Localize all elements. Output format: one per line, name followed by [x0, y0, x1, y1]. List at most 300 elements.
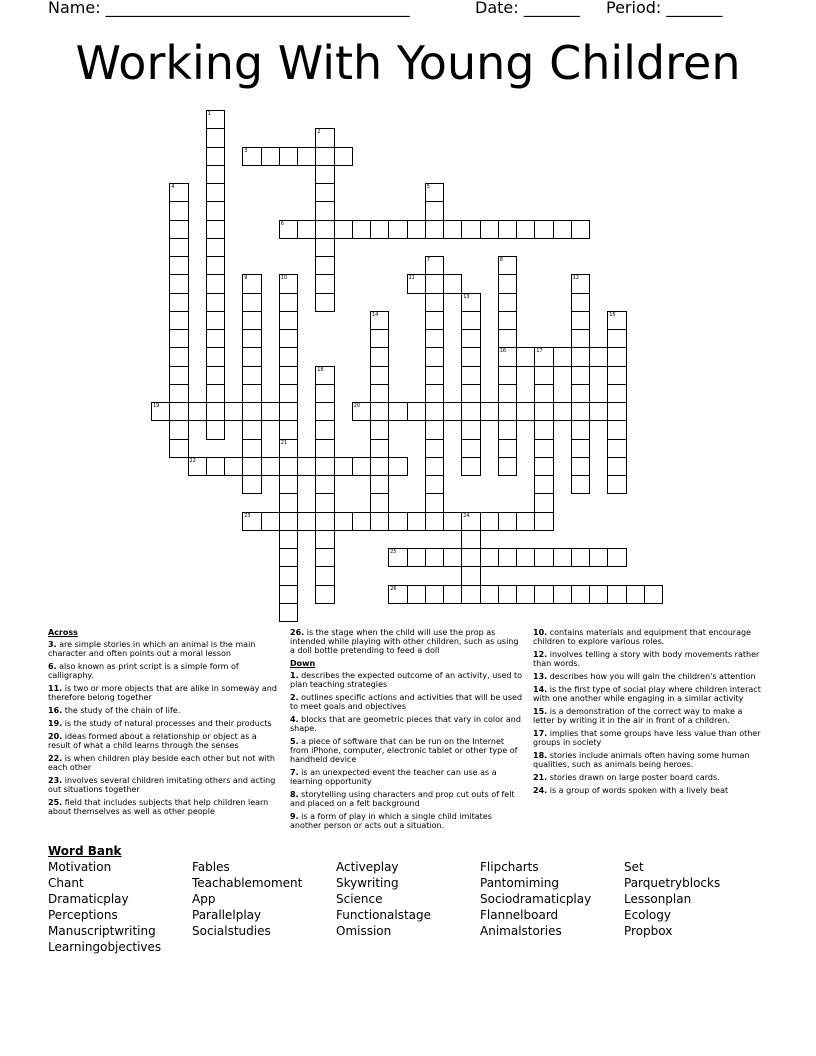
grid-cell[interactable] — [315, 256, 334, 275]
grid-cell[interactable] — [169, 311, 188, 330]
grid-cell[interactable] — [242, 147, 261, 166]
grid-cell[interactable] — [169, 402, 188, 421]
grid-cell[interactable] — [498, 347, 517, 366]
grid-cell[interactable] — [242, 402, 261, 421]
grid-cell[interactable] — [425, 585, 444, 604]
grid-cell[interactable] — [169, 384, 188, 403]
grid-cell[interactable] — [498, 585, 517, 604]
grid-cell[interactable] — [571, 220, 590, 239]
grid-cell[interactable] — [388, 548, 407, 567]
down-clue — [533, 729, 763, 747]
grid-cell[interactable] — [443, 548, 462, 567]
grid-cell[interactable] — [315, 220, 334, 239]
clue-number: 1 — [207, 111, 211, 117]
grid-cell[interactable] — [571, 293, 590, 312]
grid-cell[interactable] — [461, 402, 480, 421]
grid-cell[interactable] — [279, 311, 298, 330]
grid-cell[interactable] — [407, 402, 426, 421]
grid-cell[interactable] — [315, 493, 334, 512]
clue-label: 9. — [290, 812, 299, 821]
grid-cell[interactable] — [279, 347, 298, 366]
grid-cell[interactable] — [370, 475, 389, 494]
clue-label: 23. — [48, 776, 63, 785]
grid-cell[interactable] — [315, 512, 334, 531]
grid-cell[interactable] — [188, 402, 207, 421]
grid-cell[interactable] — [480, 548, 499, 567]
clue-text: involves telling a story with body movements rather than words. — [533, 650, 760, 668]
grid-cell[interactable] — [315, 548, 334, 567]
grid-cell[interactable] — [169, 183, 188, 202]
grid-cell[interactable] — [571, 311, 590, 330]
grid-cell[interactable] — [425, 493, 444, 512]
grid-cell[interactable] — [425, 183, 444, 202]
grid-cell[interactable] — [461, 311, 480, 330]
grid-cell[interactable] — [242, 384, 261, 403]
grid-cell[interactable] — [498, 293, 517, 312]
grid-cell[interactable] — [425, 475, 444, 494]
grid-cell[interactable] — [279, 147, 298, 166]
grid-cell[interactable] — [370, 366, 389, 385]
grid-cell[interactable] — [279, 566, 298, 585]
grid-cell[interactable] — [206, 183, 225, 202]
grid-cell[interactable] — [534, 512, 553, 531]
grid-cell[interactable] — [534, 585, 553, 604]
grid-cell[interactable] — [443, 585, 462, 604]
clue-text: is a group of words spoken with a lively beat — [547, 786, 729, 795]
grid-cell[interactable] — [242, 293, 261, 312]
grid-cell[interactable] — [279, 585, 298, 604]
grid-cell[interactable] — [279, 420, 298, 439]
grid-cell[interactable] — [425, 256, 444, 275]
grid-cell[interactable] — [334, 457, 353, 476]
grid-cell[interactable] — [352, 402, 371, 421]
grid-cell[interactable] — [279, 329, 298, 348]
grid-cell[interactable] — [571, 329, 590, 348]
grid-cell[interactable] — [571, 585, 590, 604]
grid-cell[interactable] — [480, 402, 499, 421]
grid-cell[interactable] — [607, 329, 626, 348]
grid-cell[interactable] — [425, 274, 444, 293]
grid-cell[interactable] — [553, 220, 572, 239]
grid-cell[interactable] — [534, 475, 553, 494]
grid-cell[interactable] — [498, 220, 517, 239]
grid-cell[interactable] — [534, 366, 553, 385]
grid-cell[interactable] — [242, 512, 261, 531]
grid-cell[interactable] — [425, 311, 444, 330]
grid-cell[interactable] — [261, 147, 280, 166]
grid-cell[interactable] — [534, 384, 553, 403]
word-bank-entry: Skywriting — [336, 876, 399, 890]
date-field-label[interactable]: Date: _______ — [475, 0, 580, 17]
grid-cell[interactable] — [443, 220, 462, 239]
grid-cell[interactable] — [242, 475, 261, 494]
grid-cell[interactable] — [461, 420, 480, 439]
grid-cell[interactable] — [206, 347, 225, 366]
grid-cell[interactable] — [315, 201, 334, 220]
grid-cell[interactable] — [334, 220, 353, 239]
grid-cell[interactable] — [206, 220, 225, 239]
grid-cell[interactable] — [607, 475, 626, 494]
grid-cell[interactable] — [370, 402, 389, 421]
grid-cell[interactable] — [534, 347, 553, 366]
grid-cell[interactable] — [425, 293, 444, 312]
grid-cell[interactable] — [516, 220, 535, 239]
grid-cell[interactable] — [315, 165, 334, 184]
clue-label: 13. — [533, 672, 548, 681]
grid-cell[interactable] — [461, 220, 480, 239]
grid-cell[interactable] — [607, 347, 626, 366]
grid-cell[interactable] — [589, 402, 608, 421]
grid-cell[interactable] — [534, 493, 553, 512]
grid-cell[interactable] — [480, 512, 499, 531]
word-bank-entry: Activeplay — [336, 860, 399, 874]
grid-cell[interactable] — [279, 493, 298, 512]
grid-cell[interactable] — [571, 384, 590, 403]
grid-cell[interactable] — [553, 548, 572, 567]
grid-cell[interactable] — [169, 439, 188, 458]
grid-cell[interactable] — [461, 293, 480, 312]
grid-cell[interactable] — [607, 439, 626, 458]
grid-cell[interactable] — [242, 439, 261, 458]
grid-cell[interactable] — [607, 420, 626, 439]
grid-cell[interactable] — [498, 402, 517, 421]
grid-cell[interactable] — [407, 585, 426, 604]
grid-cell[interactable] — [571, 548, 590, 567]
grid-cell[interactable] — [370, 512, 389, 531]
grid-cell[interactable] — [315, 420, 334, 439]
grid-cell[interactable] — [370, 329, 389, 348]
grid-cell[interactable] — [534, 548, 553, 567]
grid-cell[interactable] — [498, 457, 517, 476]
grid-cell[interactable] — [461, 457, 480, 476]
clue-text: implies that some groups have less value than other groups in society — [533, 729, 761, 747]
grid-cell[interactable] — [315, 566, 334, 585]
grid-cell[interactable] — [206, 201, 225, 220]
clue-label: 11. — [48, 684, 63, 693]
grid-cell[interactable] — [388, 512, 407, 531]
grid-cell[interactable] — [571, 420, 590, 439]
grid-cell[interactable] — [480, 220, 499, 239]
clue-text: describes how you will gain the children's attention — [547, 672, 756, 681]
name-field-label[interactable]: Name: ______________________________________ — [48, 0, 410, 17]
grid-cell[interactable] — [315, 128, 334, 147]
grid-cell[interactable] — [169, 293, 188, 312]
grid-cell[interactable] — [589, 347, 608, 366]
grid-cell[interactable] — [315, 439, 334, 458]
grid-cell[interactable] — [261, 402, 280, 421]
clue-text: is when children play beside each other but not with each other — [48, 754, 275, 772]
grid-cell[interactable] — [407, 512, 426, 531]
grid-cell[interactable] — [279, 439, 298, 458]
grid-cell[interactable] — [315, 238, 334, 257]
grid-cell[interactable] — [461, 384, 480, 403]
grid-cell[interactable] — [315, 274, 334, 293]
grid-cell[interactable] — [534, 439, 553, 458]
down-clue — [533, 685, 763, 703]
grid-cell[interactable] — [224, 402, 243, 421]
clue-text: is the study of natural processes and their products — [62, 719, 272, 728]
grid-cell[interactable] — [206, 329, 225, 348]
grid-cell[interactable] — [370, 457, 389, 476]
grid-cell[interactable] — [498, 366, 517, 385]
grid-cell[interactable] — [279, 293, 298, 312]
word-bank-list — [48, 859, 768, 969]
grid-cell[interactable] — [498, 329, 517, 348]
grid-cell[interactable] — [516, 548, 535, 567]
grid-cell[interactable] — [370, 347, 389, 366]
grid-cell[interactable] — [607, 457, 626, 476]
grid-cell[interactable] — [388, 585, 407, 604]
grid-cell[interactable] — [607, 402, 626, 421]
grid-cell[interactable] — [388, 220, 407, 239]
grid-cell[interactable] — [498, 512, 517, 531]
grid-cell[interactable] — [571, 475, 590, 494]
grid-cell[interactable] — [425, 512, 444, 531]
grid-cell[interactable] — [425, 201, 444, 220]
grid-cell[interactable] — [407, 548, 426, 567]
grid-cell[interactable] — [644, 585, 663, 604]
grid-cell[interactable] — [607, 384, 626, 403]
grid-cell[interactable] — [242, 420, 261, 439]
grid-cell[interactable] — [206, 366, 225, 385]
grid-cell[interactable] — [242, 329, 261, 348]
clue-label: 20. — [48, 732, 63, 741]
grid-cell[interactable] — [206, 147, 225, 166]
grid-cell[interactable] — [297, 457, 316, 476]
grid-cell[interactable] — [461, 439, 480, 458]
grid-cell[interactable] — [315, 183, 334, 202]
grid-cell[interactable] — [553, 402, 572, 421]
grid-cell[interactable] — [169, 256, 188, 275]
grid-cell[interactable] — [297, 147, 316, 166]
grid-cell[interactable] — [461, 329, 480, 348]
grid-cell[interactable] — [169, 347, 188, 366]
grid-cell[interactable] — [151, 402, 170, 421]
period-field-label[interactable]: Period: _______ — [606, 0, 723, 17]
grid-cell[interactable] — [388, 402, 407, 421]
grid-cell[interactable] — [261, 457, 280, 476]
grid-cell[interactable] — [279, 457, 298, 476]
grid-cell[interactable] — [553, 585, 572, 604]
grid-cell[interactable] — [461, 366, 480, 385]
grid-cell[interactable] — [370, 420, 389, 439]
clue-number: 16 — [499, 348, 507, 355]
grid-cell[interactable] — [169, 366, 188, 385]
grid-cell[interactable] — [279, 475, 298, 494]
grid-cell[interactable] — [334, 147, 353, 166]
grid-cell[interactable] — [352, 457, 371, 476]
grid-cell[interactable] — [169, 274, 188, 293]
grid-cell[interactable] — [206, 165, 225, 184]
clue-label: 10. — [533, 628, 548, 637]
grid-cell[interactable] — [425, 457, 444, 476]
clue-text: the study of the chain of life. — [62, 706, 181, 715]
grid-cell[interactable] — [279, 220, 298, 239]
clue-text: ideas formed about a relationship or object as a result of what a child learns through the senses — [48, 732, 257, 750]
grid-cell[interactable] — [297, 220, 316, 239]
grid-cell[interactable] — [425, 384, 444, 403]
grid-cell[interactable] — [589, 548, 608, 567]
grid-cell[interactable] — [206, 256, 225, 275]
clue-column-1 — [48, 628, 278, 820]
grid-cell[interactable] — [370, 439, 389, 458]
grid-cell[interactable] — [498, 548, 517, 567]
grid-cell[interactable] — [206, 128, 225, 147]
grid-cell[interactable] — [553, 347, 572, 366]
grid-cell[interactable] — [571, 402, 590, 421]
grid-cell[interactable] — [534, 402, 553, 421]
grid-cell[interactable] — [224, 457, 243, 476]
grid-cell[interactable] — [498, 384, 517, 403]
grid-cell[interactable] — [407, 220, 426, 239]
grid-cell[interactable] — [461, 585, 480, 604]
grid-cell[interactable] — [425, 347, 444, 366]
grid-cell[interactable] — [425, 439, 444, 458]
grid-cell[interactable] — [169, 420, 188, 439]
clue-number: 5 — [426, 184, 430, 190]
grid-cell[interactable] — [315, 457, 334, 476]
grid-cell[interactable] — [169, 201, 188, 220]
grid-cell[interactable] — [261, 512, 280, 531]
grid-cell[interactable] — [425, 366, 444, 385]
grid-cell[interactable] — [425, 420, 444, 439]
grid-cell[interactable] — [498, 256, 517, 275]
grid-cell[interactable] — [480, 585, 499, 604]
grid-cell[interactable] — [352, 220, 371, 239]
grid-cell[interactable] — [370, 384, 389, 403]
grid-cell[interactable] — [607, 548, 626, 567]
grid-cell[interactable] — [370, 493, 389, 512]
grid-cell[interactable] — [461, 548, 480, 567]
grid-cell[interactable] — [425, 329, 444, 348]
clue-number: 9 — [244, 275, 248, 282]
grid-cell[interactable] — [425, 220, 444, 239]
grid-cell[interactable] — [571, 274, 590, 293]
grid-cell[interactable] — [242, 311, 261, 330]
grid-cell[interactable] — [297, 512, 316, 531]
grid-cell[interactable] — [461, 512, 480, 531]
grid-cell[interactable] — [315, 530, 334, 549]
grid-cell[interactable] — [279, 274, 298, 293]
grid-cell[interactable] — [279, 548, 298, 567]
grid-cell[interactable] — [534, 420, 553, 439]
grid-cell[interactable] — [388, 457, 407, 476]
grid-cell[interactable] — [607, 366, 626, 385]
grid-cell[interactable] — [571, 457, 590, 476]
grid-cell[interactable] — [169, 220, 188, 239]
grid-cell[interactable] — [370, 311, 389, 330]
grid-cell[interactable] — [315, 366, 334, 385]
clue-label: 16. — [48, 706, 63, 715]
grid-cell[interactable] — [188, 457, 207, 476]
grid-cell[interactable] — [206, 293, 225, 312]
grid-cell[interactable] — [206, 420, 225, 439]
grid-cell[interactable] — [589, 585, 608, 604]
grid-cell[interactable] — [461, 530, 480, 549]
clue-text: is a demonstration of the correct way to make a letter by writing it in the air in front of a children. — [533, 707, 743, 725]
grid-cell[interactable] — [206, 457, 225, 476]
grid-cell[interactable] — [425, 548, 444, 567]
grid-cell[interactable] — [315, 147, 334, 166]
grid-cell[interactable] — [242, 274, 261, 293]
grid-cell[interactable] — [571, 366, 590, 385]
grid-cell[interactable] — [461, 347, 480, 366]
clue-text: outlines specific actions and activities that will be used to meet goals and objectives — [290, 693, 523, 711]
grid-cell[interactable] — [498, 311, 517, 330]
down-heading: Down — [290, 659, 316, 668]
grid-cell[interactable] — [516, 347, 535, 366]
across-clue — [48, 732, 278, 750]
grid-cell[interactable] — [279, 512, 298, 531]
grid-cell[interactable] — [315, 475, 334, 494]
word-bank-heading: Word Bank — [48, 844, 122, 858]
grid-cell[interactable] — [206, 110, 225, 129]
clue-label: 19. — [48, 719, 63, 728]
grid-cell[interactable] — [169, 238, 188, 257]
grid-cell[interactable] — [279, 530, 298, 549]
grid-cell[interactable] — [516, 512, 535, 531]
clue-label: 7. — [290, 768, 299, 777]
grid-cell[interactable] — [571, 439, 590, 458]
grid-cell[interactable] — [315, 585, 334, 604]
grid-cell[interactable] — [206, 402, 225, 421]
grid-cell[interactable] — [407, 274, 426, 293]
grid-cell[interactable] — [169, 329, 188, 348]
grid-cell[interactable] — [242, 457, 261, 476]
grid-cell[interactable] — [607, 311, 626, 330]
grid-cell[interactable] — [315, 293, 334, 312]
grid-cell[interactable] — [498, 420, 517, 439]
grid-cell[interactable] — [461, 566, 480, 585]
grid-cell[interactable] — [315, 384, 334, 403]
grid-cell[interactable] — [571, 347, 590, 366]
clue-number: 25 — [390, 549, 397, 555]
clue-column-3 — [533, 628, 763, 799]
grid-cell[interactable] — [206, 384, 225, 403]
grid-cell[interactable] — [516, 585, 535, 604]
grid-cell[interactable] — [443, 402, 462, 421]
grid-cell[interactable] — [279, 366, 298, 385]
grid-cell[interactable] — [443, 274, 462, 293]
word-bank-entry: Lessonplan — [624, 892, 692, 906]
grid-cell[interactable] — [315, 402, 334, 421]
grid-cell[interactable] — [242, 366, 261, 385]
grid-cell[interactable] — [498, 274, 517, 293]
grid-cell[interactable] — [370, 220, 389, 239]
grid-cell[interactable] — [334, 512, 353, 531]
word-bank-entry: Learningobjectives — [48, 940, 162, 954]
grid-cell[interactable] — [206, 238, 225, 257]
grid-cell[interactable] — [516, 402, 535, 421]
grid-cell[interactable] — [206, 311, 225, 330]
grid-cell[interactable] — [534, 457, 553, 476]
grid-cell[interactable] — [279, 402, 298, 421]
page-title: Working With Young Children — [75, 36, 741, 90]
grid-cell[interactable] — [242, 347, 261, 366]
grid-cell[interactable] — [534, 220, 553, 239]
word-bank-entry: App — [192, 892, 216, 906]
grid-cell[interactable] — [607, 585, 626, 604]
grid-cell[interactable] — [443, 512, 462, 531]
grid-cell[interactable] — [279, 384, 298, 403]
grid-cell[interactable] — [279, 603, 298, 622]
grid-cell[interactable] — [498, 439, 517, 458]
grid-cell[interactable] — [425, 402, 444, 421]
grid-cell[interactable] — [352, 512, 371, 531]
grid-cell[interactable] — [626, 585, 645, 604]
grid-cell[interactable] — [206, 274, 225, 293]
clue-text: is the first type of social play where children interact with one another while engaging in a similar activity — [533, 685, 761, 703]
